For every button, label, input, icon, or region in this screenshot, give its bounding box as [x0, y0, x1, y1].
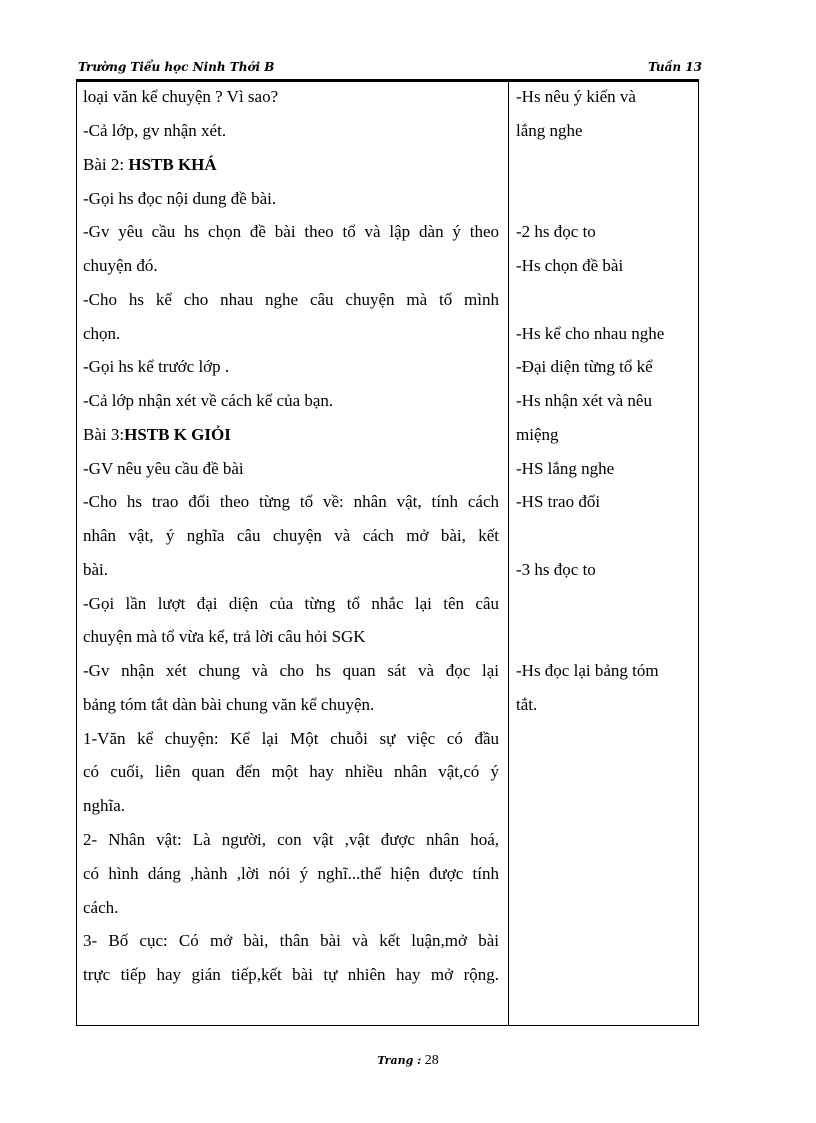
exercise-number: Bài 2:: [83, 155, 129, 174]
left-line: nghĩa.: [83, 796, 126, 815]
left-line: 2- Nhân vật: Là người, con vật ,vật được nhân hoá,: [83, 830, 499, 849]
right-line: -Hs đọc lại bảng tóm: [516, 661, 659, 680]
left-line: -Cho hs trao đổi theo từng tổ về: nhân vật, tính cách: [83, 492, 499, 511]
left-line: -GV nêu yêu cầu đề bài: [83, 459, 244, 478]
left-line: -Gọi hs kể trước lớp .: [83, 357, 230, 376]
week-label: Tuần 13: [648, 60, 702, 74]
right-line: -Hs chọn đề bài: [516, 256, 624, 275]
right-line: -2 hs đọc to: [516, 222, 596, 241]
exercise-number: Bài 3:: [83, 425, 125, 444]
left-line: -Gv nhận xét chung và cho hs quan sát và đọc lại: [83, 661, 499, 680]
page-footer: [0, 1053, 816, 1069]
left-line: nhân vật, ý nghĩa câu chuyện và cách mở bài, kết: [83, 526, 499, 545]
exercise-level: HSTB K GIỎI: [124, 425, 231, 444]
left-line: trực tiếp hay gián tiếp,kết bài tự nhiên hay mở rộng.: [83, 965, 499, 984]
exercise-level: HSTB KHÁ: [128, 155, 217, 174]
left-line: bài.: [83, 560, 109, 579]
left-line: 3- Bố cục: Có mở bài, thân bài và kết luận,mở bài: [83, 931, 499, 950]
page-label: Trang :: [377, 1054, 422, 1067]
left-line: có cuối, liên quan đến một hay nhiều nhân vật,có ý: [83, 762, 499, 781]
left-line: -Gọi lần lượt đại diện của từng tổ nhắc lại tên câu: [83, 594, 499, 613]
right-line: -3 hs đọc to: [516, 560, 596, 579]
left-line: -Gv yêu cầu hs chọn đề bài theo tổ và lập dàn ý theo: [83, 222, 499, 241]
left-line: loại văn kể chuyện ? Vì sao?: [83, 87, 279, 106]
right-line: tắt.: [516, 695, 538, 714]
exercise-heading: [83, 155, 499, 175]
exercise-heading: [83, 425, 499, 445]
right-line: -Đại diện từng tổ kể: [516, 357, 653, 376]
page-header: [78, 56, 702, 80]
page-number: 28: [424, 1053, 439, 1068]
right-line: miệng: [516, 425, 559, 444]
left-line: chuyện đó.: [83, 256, 158, 275]
left-line: cách.: [83, 898, 119, 917]
right-line: -HS lắng nghe: [516, 459, 615, 478]
left-line: -Cả lớp nhận xét về cách kể của bạn.: [83, 391, 334, 410]
left-line: chuyện mà tổ vừa kể, trả lời câu hỏi SGK: [83, 627, 366, 646]
left-line: -Cả lớp, gv nhận xét.: [83, 121, 227, 140]
right-line: -Hs kể cho nhau nghe: [516, 324, 665, 343]
left-line: bảng tóm tắt dàn bài chung văn kể chuyện.: [83, 695, 375, 714]
left-line: -Gọi hs đọc nội dung đề bài.: [83, 189, 277, 208]
left-line: chọn.: [83, 324, 121, 343]
left-line: -Cho hs kể cho nhau nghe câu chuyện mà tổ mình: [83, 290, 499, 309]
right-line: -Hs nhận xét và nêu: [516, 391, 652, 410]
right-line: lắng nghe: [516, 121, 583, 140]
school-name: Trường Tiểu học Ninh Thới B: [78, 60, 275, 74]
right-line: -HS trao đổi: [516, 492, 601, 511]
left-line: có hình dáng ,hành ,lời nói ý nghĩ...thể hiện được tính: [83, 864, 499, 883]
right-line: -Hs nêu ý kiến và: [516, 87, 636, 106]
left-line: 1-Văn kể chuyện: Kể lại Một chuỗi sự việc có đầu: [83, 729, 499, 748]
